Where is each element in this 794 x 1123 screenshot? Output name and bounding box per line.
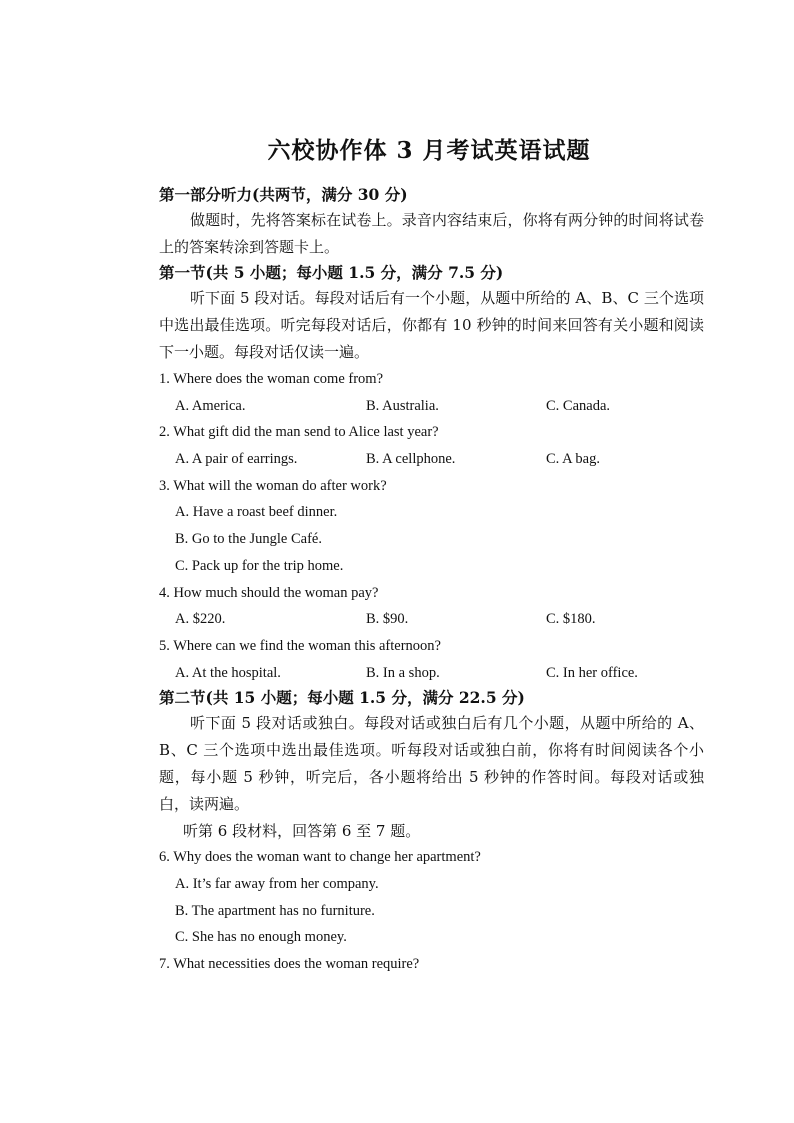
question-5-options xyxy=(159,660,704,687)
question-1-option-b: B. Australia. xyxy=(366,397,439,414)
section2-sub-instruction: 听第 6 段材料，回答第 6 至 7 题。 xyxy=(183,822,421,841)
question-2-option-c: C. A bag. xyxy=(546,451,600,468)
section2-instruction: 听下面 5 段对话或独白。每段对话或独白后有几个小题，从题中所给的 A、B、C 三个选项中选出最佳选项。听每段对话或独白前，你将有时间阅读各个小题，每小题 5 秒钟，听完后，各小题将给出 5 秒钟的作答时间。每段对话或独白，读两遍。 xyxy=(159,714,704,814)
question-3-option-c: C. Pack up for the trip home. xyxy=(175,557,344,574)
part1-instruction: 做题时，先将答案标在试卷上。录音内容结束后，你将有两分钟的时间将试卷上的答案转涂到答题卡上。 xyxy=(159,211,704,256)
question-5: 5. Where can we find the woman this afternoon? xyxy=(159,637,441,654)
question-6-option-a: A. It’s far away from her company. xyxy=(175,875,379,892)
exam-title: 六校协作体 3 月考试英语试题 xyxy=(267,137,591,164)
question-5-option-b: B. In a shop. xyxy=(366,664,440,681)
question-2-option-b: B. A cellphone. xyxy=(366,451,456,468)
question-5-option-a: A. At the hospital. xyxy=(175,664,281,681)
section1-instruction: 听下面 5 段对话。每段对话后有一个小题，从题中所给的 A、B、C 三个选项中选出最佳选项。听完每段对话后，你都有 10 秒钟的时间来回答有关小题和阅读下一小题。每段对话仅读一遍。 xyxy=(159,289,704,361)
exam-body xyxy=(159,183,704,978)
question-2-options xyxy=(159,446,704,473)
question-1: 1. Where does the woman come from? xyxy=(159,371,383,387)
question-3: 3. What will the woman do after work? xyxy=(159,477,387,494)
question-2-option-a: A. A pair of earrings. xyxy=(175,451,298,468)
question-4-option-c: C. $180. xyxy=(546,611,596,628)
question-3-option-b: B. Go to the Jungle Café. xyxy=(175,531,322,548)
section1-heading: 第一节(共 5 小题；每小题 1.5 分，满分 7.5 分) xyxy=(159,263,504,282)
question-1-option-a: A. America. xyxy=(175,397,246,414)
question-1-option-c: C. Canada. xyxy=(546,397,611,414)
question-7: 7. What necessities does the woman require? xyxy=(159,956,420,972)
question-5-option-c: C. In her office. xyxy=(546,664,638,681)
question-4-options xyxy=(159,606,704,633)
question-4-option-a: A. $220. xyxy=(175,611,226,628)
part1-heading: 第一部分听力(共两节，满分 30 分) xyxy=(159,185,408,204)
question-6: 6. Why does the woman want to change her apartment? xyxy=(159,849,481,866)
question-3-option-a: A. Have a roast beef dinner. xyxy=(175,504,338,521)
question-6-option-b: B. The apartment has no furniture. xyxy=(175,902,375,919)
question-6-option-c: C. She has no enough money. xyxy=(175,929,347,946)
question-1-options xyxy=(159,393,704,420)
question-4: 4. How much should the woman pay? xyxy=(159,584,379,601)
question-4-option-b: B. $90. xyxy=(366,611,409,628)
section2-heading: 第二节(共 15 小题；每小题 1.5 分，满分 22.5 分) xyxy=(159,688,525,708)
question-2: 2. What gift did the man send to Alice last year? xyxy=(159,424,439,441)
